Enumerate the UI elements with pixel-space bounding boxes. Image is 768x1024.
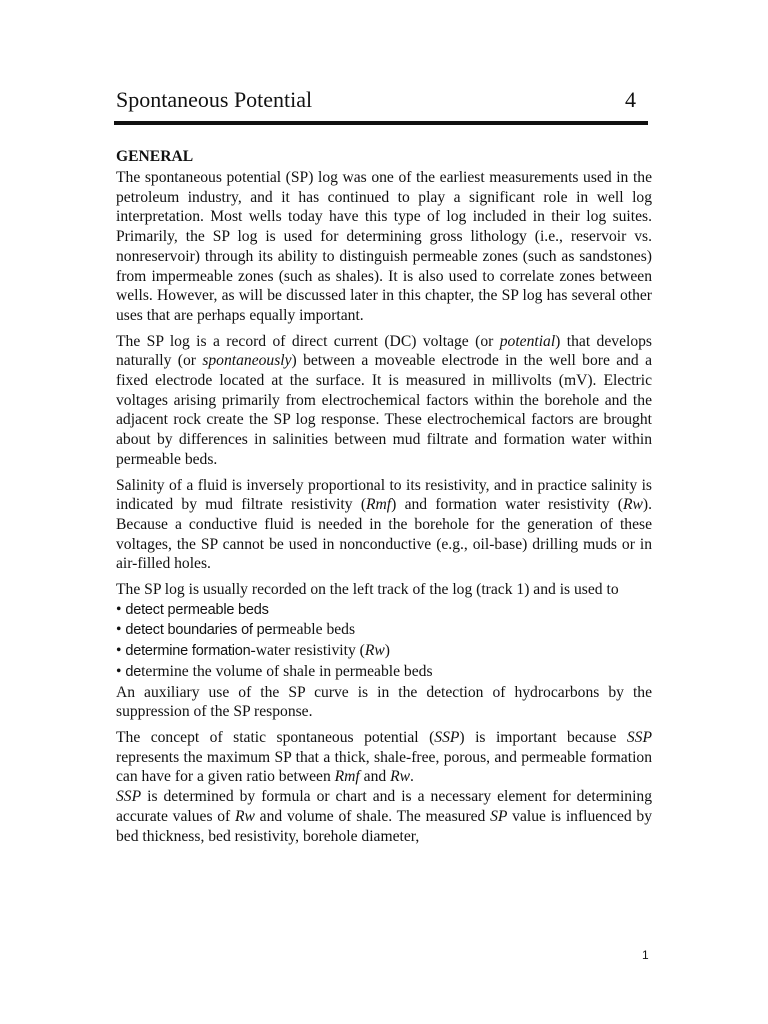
paragraph-1: The spontaneous potential (SP) log was one of the earliest measurements used in the petroleum industry, and it has continued to play a significant role in well log interpretation. Most wells today have this type of log included in their log suites. Primarily, the SP log is used for determining gross lithology (i.e., reservoir vs. nonreservoir) through its ability to distinguish permeable zones (such as sandstones) from impermeable zones (such as shales). It is also used to correlate zones between wells. However, as will be discussed later in this chapter, the SP log has several other uses that are perhaps equally important. bbox=[116, 169, 652, 324]
header-rule bbox=[114, 121, 648, 125]
italic-term: potential bbox=[499, 332, 556, 350]
text-run: ). Because a conductive fluid is needed in the borehole for the generation of these voltages, the SP cannot be used in nonconductive (e.g., oil-base) drilling muds or in air-filled holes. bbox=[116, 496, 652, 573]
text-run: de bbox=[125, 663, 142, 680]
chapter-number: 4 bbox=[625, 87, 636, 112]
italic-term: Rw bbox=[622, 496, 643, 514]
chapter-title: Spontaneous Potential bbox=[116, 87, 313, 112]
text-run: ) between a moveable electrode in the well bore and a fixed electrode located at the surface. It is measured in millivolts (mV). Electric voltages arising primarily from electrochemical factors within the borehole and the adjacent rock create the SP log response. These electrochemical factors are brought about by differences in salinities between mud filtrate and formation water within permeable beds. bbox=[116, 352, 652, 468]
list-item bbox=[116, 641, 652, 662]
italic-term: SSP bbox=[434, 728, 460, 746]
text-run: detect permeable beds bbox=[125, 601, 269, 618]
paragraph-5: An auxiliary use of the SP curve is in the detection of hydrocarbons by the suppression of the SP response. bbox=[116, 683, 652, 721]
italic-term: Rmf bbox=[334, 768, 360, 786]
text-run: . bbox=[410, 768, 414, 786]
italic-term: spontaneously bbox=[202, 352, 292, 370]
paragraph-3 bbox=[116, 476, 652, 575]
italic-term: SSP bbox=[626, 728, 652, 746]
list-item bbox=[116, 620, 652, 641]
italic-term: Rw bbox=[390, 768, 411, 786]
italic-term: SP bbox=[490, 807, 508, 825]
italic-term: Rw bbox=[235, 807, 255, 825]
bullet-glyph: • bbox=[116, 662, 126, 680]
text-run: ) bbox=[384, 642, 390, 660]
text-run: -water resistivity ( bbox=[250, 642, 365, 660]
paragraph-6 bbox=[116, 728, 652, 787]
text-run: represents the maximum SP that a thick, shale-free, porous, and permeable formation can have for a given ratio between bbox=[116, 748, 652, 786]
bullet-glyph: • bbox=[116, 642, 126, 660]
italic-term: SSP bbox=[116, 788, 142, 806]
text-run: Salinity of a fluid is inversely proportional to its resistivity, and in practice salinity is indicated by mud filtrate resistivity ( bbox=[116, 476, 652, 514]
text-run: ) is important because bbox=[459, 728, 627, 746]
italic-term: Rmf bbox=[366, 496, 392, 514]
list-item bbox=[116, 662, 652, 683]
page-number: 1 bbox=[642, 948, 649, 962]
bullet-glyph: • bbox=[116, 600, 126, 618]
text-run: is determined by formula or chart and is a necessary element for determining accurate values of bbox=[116, 788, 652, 825]
text-run: determine formation bbox=[125, 643, 251, 660]
text-run: and volume of shale. The measured bbox=[254, 807, 491, 825]
uses-list bbox=[116, 600, 652, 683]
text-run: The SP log is a record of direct current (DC) voltage (or bbox=[116, 332, 500, 350]
text-run: rmeable beds bbox=[272, 621, 356, 639]
text-run: termine the volume of shale in permeable beds bbox=[141, 662, 433, 680]
text-run: and bbox=[359, 768, 391, 786]
paragraph-7 bbox=[116, 787, 652, 846]
bullet-glyph: • bbox=[116, 621, 126, 639]
text-run: ) that develops naturally (or bbox=[116, 332, 652, 370]
text-run: ) and formation water resistivity ( bbox=[391, 496, 623, 514]
paragraph-2 bbox=[116, 332, 652, 470]
text-run: The concept of static spontaneous potential ( bbox=[116, 728, 435, 746]
italic-term: Rw bbox=[364, 642, 385, 660]
paragraph-4: The SP log is usually recorded on the left track of the log (track 1) and is used to bbox=[116, 581, 619, 599]
section-heading: GENERAL bbox=[116, 148, 194, 165]
text-run: value is influenced by bed thickness, bed resistivity, borehole diameter, bbox=[116, 807, 653, 845]
list-item bbox=[116, 600, 652, 621]
text-run: detect boundaries of pe bbox=[125, 622, 273, 639]
body-text bbox=[116, 146, 652, 852]
